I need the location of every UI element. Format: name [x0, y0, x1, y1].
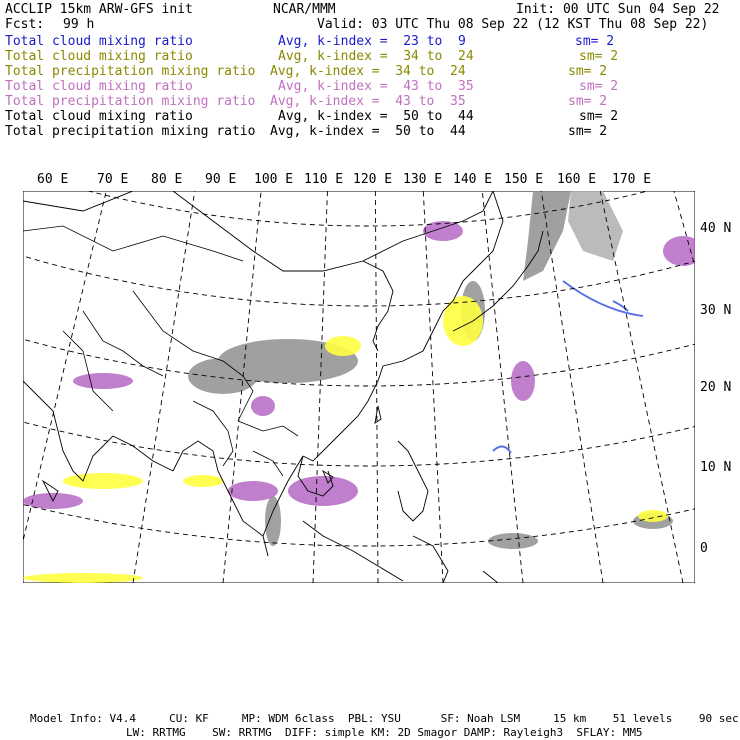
valid-time: Valid: 03 UTC Thu 08 Sep 22 (12 KST Thu 08 Sep 22): [317, 17, 709, 32]
field-name: Total precipitation mixing ratio: [5, 124, 256, 139]
field-avg: Avg, k-index = 34 to 24: [270, 64, 466, 79]
field-name: Total precipitation mixing ratio: [5, 64, 256, 79]
field-name: Total cloud mixing ratio: [5, 79, 193, 94]
lon-label: 130 E: [403, 172, 443, 187]
field-name: Total cloud mixing ratio: [5, 34, 193, 49]
lat-label: 20 N: [700, 380, 732, 395]
field-name: Total cloud mixing ratio: [5, 109, 193, 124]
lon-label: 160 E: [557, 172, 597, 187]
field-sm: sm= 2: [568, 64, 608, 79]
field-avg: Avg, k-index = 23 to 9: [278, 34, 466, 49]
lon-label: 60 E: [37, 172, 69, 187]
model-info-line: Model Info: V4.4 CU: KF MP: WDM 6class PBL: YSU SF: Noah LSM 15 km 51 levels 90 sec: [30, 712, 739, 725]
field-avg: Avg, k-index = 43 to 35: [270, 94, 466, 109]
lon-label: 150 E: [504, 172, 544, 187]
field-sm: sm= 2: [568, 94, 608, 109]
lon-label: 70 E: [97, 172, 129, 187]
field-name: Total cloud mixing ratio: [5, 49, 193, 64]
fcst-value: 99 h: [63, 17, 95, 32]
lat-label: 30 N: [700, 303, 732, 318]
field-avg: Avg, k-index = 50 to 44: [270, 124, 466, 139]
field-name: Total precipitation mixing ratio: [5, 94, 256, 109]
field-avg: Avg, k-index = 50 to 44: [278, 109, 474, 124]
field-sm: sm= 2: [568, 124, 608, 139]
fcst-label: Fcst:: [5, 17, 45, 32]
lat-label: 40 N: [700, 221, 732, 236]
lat-label: 0: [700, 541, 708, 556]
lon-label: 80 E: [151, 172, 183, 187]
lon-label: 100 E: [254, 172, 294, 187]
init-time: Init: 00 UTC Sun 04 Sep 22: [516, 2, 720, 17]
lon-label: 170 E: [612, 172, 652, 187]
field-avg: Avg, k-index = 34 to 24: [278, 49, 474, 64]
field-sm: sm= 2: [579, 79, 619, 94]
lon-label: 110 E: [304, 172, 344, 187]
model-title: ACCLIP 15km ARW-GFS init: [5, 2, 193, 17]
org-label: NCAR/MMM: [273, 2, 336, 17]
lon-label: 90 E: [205, 172, 237, 187]
lon-label: 120 E: [353, 172, 393, 187]
field-sm: sm= 2: [579, 109, 619, 124]
field-sm: sm= 2: [579, 49, 619, 64]
field-sm: sm= 2: [575, 34, 615, 49]
physics-info-line: LW: RRTMG SW: RRTMG DIFF: simple KM: 2D Smagor DAMP: Rayleigh3 SFLAY: MM5: [126, 726, 643, 739]
weather-map: [23, 191, 695, 583]
field-avg: Avg, k-index = 43 to 35: [278, 79, 474, 94]
lon-label: 140 E: [453, 172, 493, 187]
lat-label: 10 N: [700, 460, 732, 475]
